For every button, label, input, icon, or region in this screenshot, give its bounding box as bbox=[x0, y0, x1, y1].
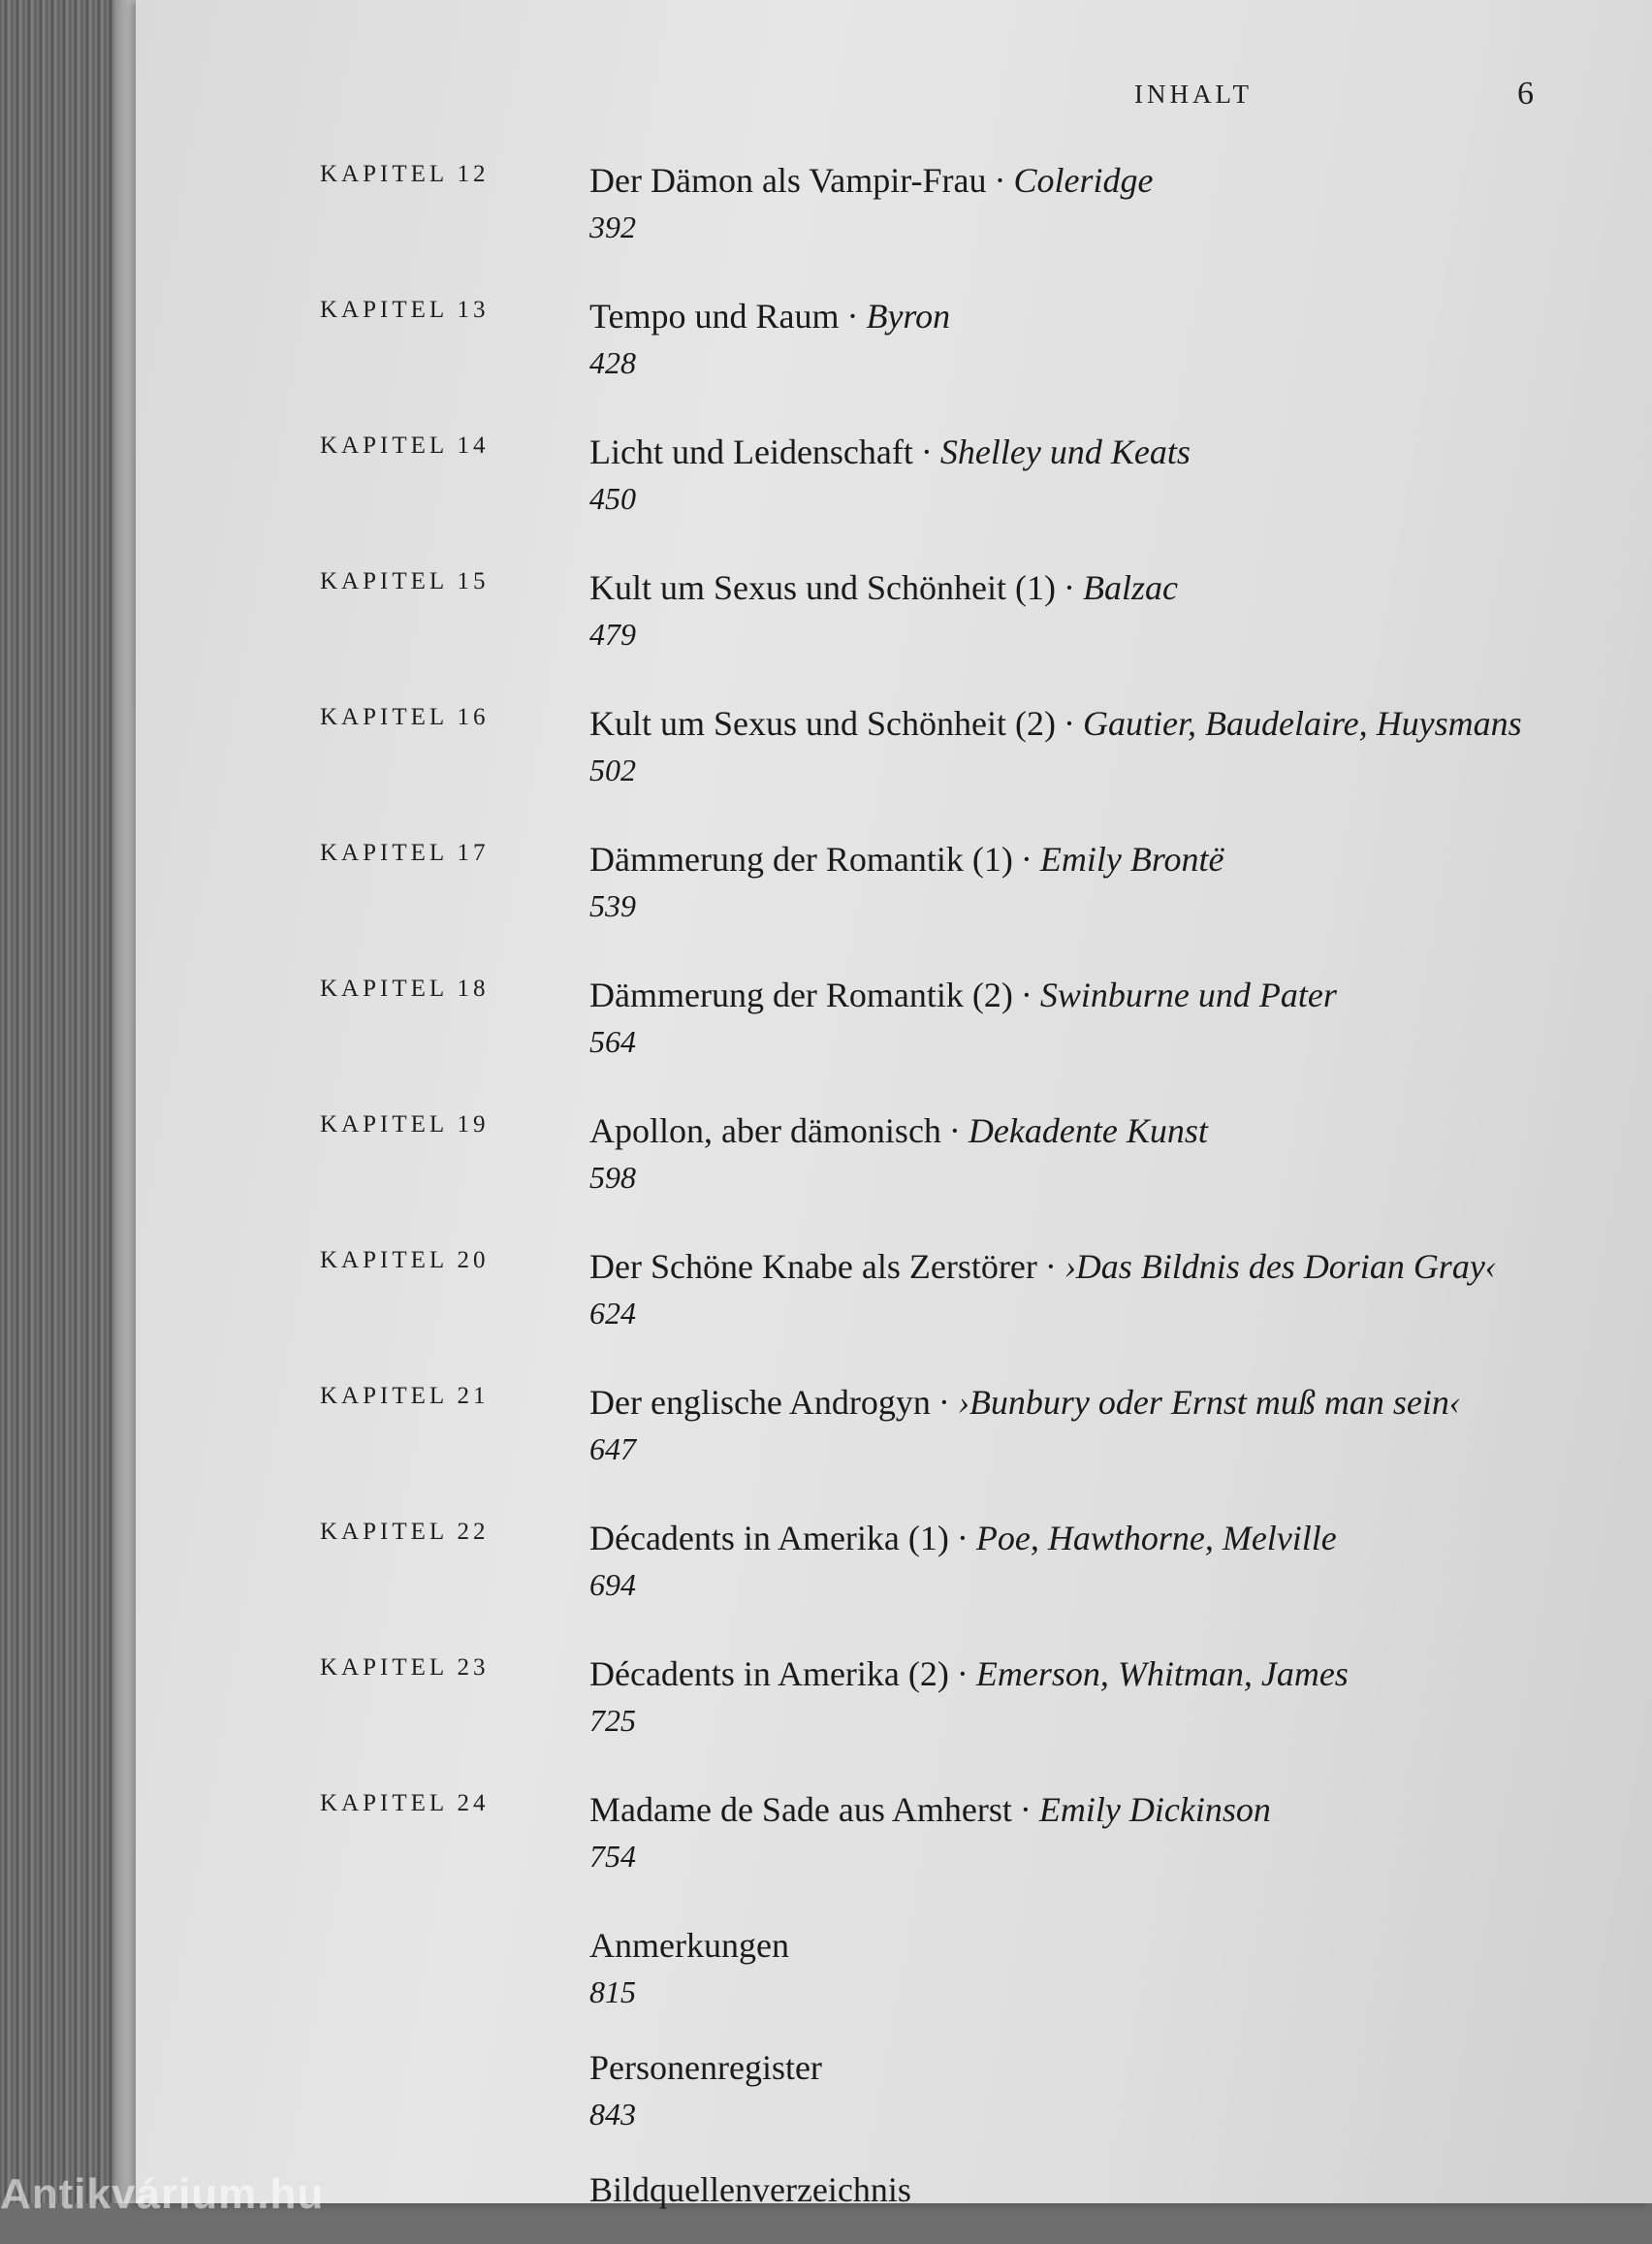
entry-body bbox=[589, 1649, 1607, 1742]
title-separator: · bbox=[956, 1654, 969, 1693]
toc-entry bbox=[136, 970, 1652, 1063]
page-number: 539 bbox=[589, 888, 636, 923]
chapter-author: Shelley und Keats bbox=[939, 433, 1191, 471]
entry-body bbox=[589, 1106, 1607, 1199]
toc-entry-back-matter bbox=[136, 2164, 1652, 2215]
entry-title-line bbox=[589, 155, 1607, 206]
title-separator: · bbox=[1044, 1247, 1057, 1286]
chapter-author: Gautier, Baudelaire, Huysmans bbox=[1082, 704, 1522, 743]
toc-entry bbox=[136, 834, 1652, 927]
page-number: 564 bbox=[589, 1024, 636, 1059]
chapter-label: KAPITEL 23 bbox=[320, 1654, 490, 1681]
page-number: 843 bbox=[589, 2097, 636, 2132]
toc-entry bbox=[136, 698, 1652, 791]
chapter-author: Emily Dickinson bbox=[1038, 1790, 1271, 1829]
entry-title-line bbox=[589, 1241, 1607, 1292]
chapter-title: Madame de Sade aus Amherst bbox=[589, 1790, 1012, 1829]
entry-body bbox=[589, 155, 1607, 248]
chapter-label: KAPITEL 19 bbox=[320, 1111, 490, 1138]
watermark: Antikvárium.hu bbox=[0, 2170, 325, 2218]
chapter-label: KAPITEL 24 bbox=[320, 1790, 490, 1816]
entry-body bbox=[589, 2164, 1607, 2215]
entry-body bbox=[589, 427, 1607, 520]
back-matter-title: Bildquellenverzeichnis bbox=[589, 2170, 911, 2209]
page-number: 624 bbox=[589, 1296, 636, 1330]
chapter-title: Dämmerung der Romantik (2) bbox=[589, 976, 1013, 1014]
entry-body bbox=[589, 1241, 1607, 1334]
title-separator: · bbox=[1063, 568, 1075, 607]
entry-title-line bbox=[589, 1377, 1607, 1427]
toc-entry bbox=[136, 1513, 1652, 1606]
title-separator: · bbox=[956, 1519, 969, 1557]
toc-entry bbox=[136, 1241, 1652, 1334]
page-number: 450 bbox=[589, 481, 636, 516]
chapter-label: KAPITEL 12 bbox=[320, 161, 490, 187]
entry-title-line bbox=[589, 427, 1607, 477]
chapter-author: ›Bunbury oder Ernst muß man sein‹ bbox=[957, 1383, 1461, 1422]
page-number: 754 bbox=[589, 1839, 636, 1874]
chapter-title: Der Schöne Knabe als Zerstörer bbox=[589, 1247, 1037, 1286]
entry-body bbox=[589, 2042, 1607, 2135]
back-matter-title: Anmerkungen bbox=[589, 1926, 789, 1965]
chapter-label: KAPITEL 15 bbox=[320, 568, 490, 594]
chapter-title: Der englische Androgyn bbox=[589, 1383, 931, 1422]
chapter-author: ›Das Bildnis des Dorian Gray‹ bbox=[1064, 1247, 1497, 1286]
chapter-label: KAPITEL 20 bbox=[320, 1247, 490, 1273]
chapter-label: KAPITEL 13 bbox=[320, 297, 490, 323]
title-separator: · bbox=[1020, 840, 1032, 879]
toc-entry bbox=[136, 427, 1652, 520]
title-separator: · bbox=[937, 1383, 950, 1422]
chapter-title: Tempo und Raum bbox=[589, 297, 840, 336]
title-separator: · bbox=[846, 297, 859, 336]
title-separator: · bbox=[1063, 704, 1075, 743]
chapter-label: KAPITEL 22 bbox=[320, 1519, 490, 1545]
title-separator: · bbox=[920, 433, 933, 471]
chapter-author: Dekadente Kunst bbox=[968, 1111, 1208, 1150]
entry-title-line bbox=[589, 834, 1607, 884]
header-page-number: 6 bbox=[1517, 76, 1534, 112]
entry-title-line bbox=[589, 291, 1607, 341]
chapter-title: Kult um Sexus und Schönheit (2) bbox=[589, 704, 1056, 743]
entry-body bbox=[589, 834, 1607, 927]
entry-body bbox=[589, 970, 1607, 1063]
page-number: 502 bbox=[589, 753, 636, 787]
table-of-contents bbox=[136, 155, 1652, 2244]
chapter-title: Der Dämon als Vampir-Frau bbox=[589, 161, 987, 200]
entry-title-line bbox=[589, 1649, 1607, 1699]
book-page bbox=[136, 0, 1652, 2209]
toc-entry bbox=[136, 291, 1652, 384]
page-number: 815 bbox=[589, 1974, 636, 2009]
toc-entry bbox=[136, 1106, 1652, 1199]
page-number: 428 bbox=[589, 345, 636, 380]
toc-entry-back-matter bbox=[136, 1920, 1652, 2013]
page-number: 598 bbox=[589, 1160, 636, 1195]
title-separator: · bbox=[948, 1111, 961, 1150]
toc-entry bbox=[136, 1784, 1652, 1877]
chapter-author: Swinburne und Pater bbox=[1039, 976, 1337, 1014]
toc-entry-back-matter bbox=[136, 2042, 1652, 2135]
entry-body bbox=[589, 1784, 1607, 1877]
title-separator: · bbox=[1019, 1790, 1032, 1829]
toc-entry bbox=[136, 1377, 1652, 1470]
title-separator: · bbox=[1020, 976, 1032, 1014]
chapter-label: KAPITEL 18 bbox=[320, 976, 490, 1002]
toc-entry bbox=[136, 1649, 1652, 1742]
entry-body bbox=[589, 1377, 1607, 1470]
chapter-label: KAPITEL 21 bbox=[320, 1383, 490, 1409]
entry-title-line bbox=[589, 1513, 1607, 1563]
entry-body bbox=[589, 1920, 1607, 2013]
page-number: 694 bbox=[589, 1567, 636, 1602]
entry-body bbox=[589, 698, 1607, 791]
chapter-title: Décadents in Amerika (2) bbox=[589, 1654, 949, 1693]
chapter-title: Kult um Sexus und Schönheit (1) bbox=[589, 568, 1056, 607]
chapter-author: Coleridge bbox=[1013, 161, 1154, 200]
page-number: 479 bbox=[589, 617, 636, 652]
page-number: 392 bbox=[589, 209, 636, 244]
page-number: 647 bbox=[589, 1431, 636, 1466]
chapter-title: Dämmerung der Romantik (1) bbox=[589, 840, 1013, 879]
entry-title-line bbox=[589, 970, 1607, 1020]
chapter-author: Balzac bbox=[1082, 568, 1178, 607]
entry-title-line bbox=[589, 562, 1607, 613]
chapter-author: Poe, Hawthorne, Melville bbox=[975, 1519, 1337, 1557]
running-header bbox=[136, 76, 1652, 124]
entry-body bbox=[589, 562, 1607, 656]
header-title: INHALT bbox=[1134, 80, 1253, 109]
title-separator: · bbox=[994, 161, 1006, 200]
back-matter-title: Personenregister bbox=[589, 2048, 822, 2087]
chapter-title: Licht und Leidenschaft bbox=[589, 433, 913, 471]
page-number: 725 bbox=[589, 1703, 636, 1738]
chapter-author: Byron bbox=[866, 297, 951, 336]
entry-title-line bbox=[589, 1784, 1607, 1835]
chapter-author: Emerson, Whitman, James bbox=[975, 1654, 1349, 1693]
chapter-title: Décadents in Amerika (1) bbox=[589, 1519, 949, 1557]
chapter-label: KAPITEL 16 bbox=[320, 704, 490, 730]
toc-entry bbox=[136, 562, 1652, 656]
chapter-label: KAPITEL 14 bbox=[320, 433, 490, 459]
entry-title-line bbox=[589, 698, 1607, 749]
entry-body bbox=[589, 291, 1607, 384]
chapter-author: Emily Brontë bbox=[1039, 840, 1224, 879]
chapter-label: KAPITEL 17 bbox=[320, 840, 490, 866]
entry-title-line bbox=[589, 1106, 1607, 1156]
chapter-title: Apollon, aber dämonisch bbox=[589, 1111, 941, 1150]
entry-body bbox=[589, 1513, 1607, 1606]
toc-entry bbox=[136, 155, 1652, 248]
